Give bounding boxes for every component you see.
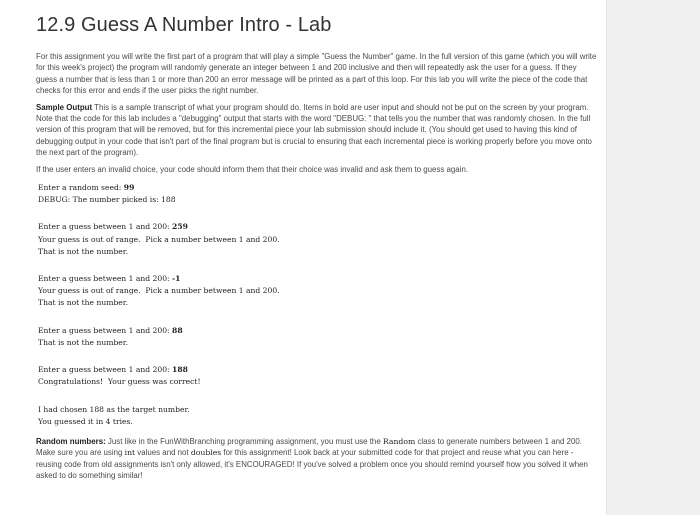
right-gutter <box>606 0 700 515</box>
transcript-line: That is not the number. <box>38 337 129 347</box>
transcript-line: That is not the number. <box>38 246 129 256</box>
random-numbers-label: Random numbers: <box>36 436 106 446</box>
inline-code: Random <box>382 436 416 446</box>
sample-output-text: This is a sample transcript of what your program should do. Items in bold are user input and should not be put on the screen by your program. Note that the code for this lab includes a "debugging" output that starts with the word "DEBUG: " that tells you the number that was randomly chosen. In the full version of this program that will be removed, but for this incremental piece your lab submission should include it. (You should get used to having this kind of debugging output in your code that isn't part of the final program but is crucial to ensuring that each incremental piece is working properly before you move onto the next part of the program). <box>36 102 592 158</box>
transcript-user-input: 88 <box>172 325 183 335</box>
transcript-user-input: 259 <box>172 222 188 232</box>
transcript-line <box>38 221 598 233</box>
sample-transcript <box>38 182 598 428</box>
transcript-line <box>38 364 598 376</box>
transcript-prompt: Enter a guess between 1 and 200: <box>38 365 173 375</box>
transcript-line <box>38 182 598 194</box>
lab-content <box>36 14 598 487</box>
transcript-line: You guessed it in 4 tries. <box>38 416 133 426</box>
intro-paragraph: For this assignment you will write the first part of a program that will play a simple "Guess the Number" game. In the full version of this game (which you will write for this week's project) the program will randomly generate an integer between 1 and 200 inclusive and then will repeatedly ask the user for a guess. If they guess a number that is less than 1 or more than 200 an error message will be printed as a part of this loop. For this lab you will write the piece of the code that checks for this error and ends if the user picks the right number. <box>36 52 597 96</box>
random-text: values and not <box>135 448 191 458</box>
transcript-prompt: Enter a guess between 1 and 200: <box>38 274 173 284</box>
invalid-choice-paragraph: If the user enters an invalid choice, your code should inform them that their choice was invalid and ask them to guess again. <box>36 164 469 174</box>
inline-code: doubles <box>190 448 222 458</box>
transcript-line: That is not the number. <box>38 298 129 308</box>
transcript-prompt: Enter a random seed: <box>38 183 124 193</box>
random-text: class to generate numbers between 1 and 200. Make sure you are using <box>36 436 582 458</box>
transcript-line <box>38 273 598 285</box>
transcript-line <box>38 325 598 337</box>
sample-output-paragraph <box>36 102 598 159</box>
inline-code: int <box>124 448 136 458</box>
transcript-line: Your guess is out of range. Pick a number between 1 and 200. <box>38 234 280 244</box>
transcript-prompt: Enter a guess between 1 and 200: <box>38 325 173 335</box>
transcript-user-input: -1 <box>172 274 181 284</box>
transcript-user-input: 99 <box>123 183 135 193</box>
transcript-line: I had chosen 188 as the target number. <box>38 404 190 414</box>
page-title: 12.9 Guess A Number Intro - Lab <box>36 14 332 36</box>
transcript-user-input: 188 <box>172 365 188 375</box>
transcript-line: DEBUG: The number picked is: 188 <box>38 195 176 205</box>
random-text: for this assignment! Look back at your submitted code for that project and reuse what you can here - reusing code from old assignments isn't only allowed, it's ENCOURAGED! If you've solved a problem once you should remind yourself how you solved it when asked to do something similar! <box>36 448 588 481</box>
transcript-line: Congratulations! Your guess was correct! <box>38 377 201 387</box>
random-text: Just like in the FunWithBranching programming assignment, you must use the <box>105 436 383 446</box>
sample-output-label: Sample Output <box>36 102 93 112</box>
transcript-line: Your guess is out of range. Pick a number between 1 and 200. <box>38 286 280 296</box>
transcript-prompt: Enter a guess between 1 and 200: <box>38 222 173 232</box>
random-numbers-paragraph <box>36 436 598 482</box>
